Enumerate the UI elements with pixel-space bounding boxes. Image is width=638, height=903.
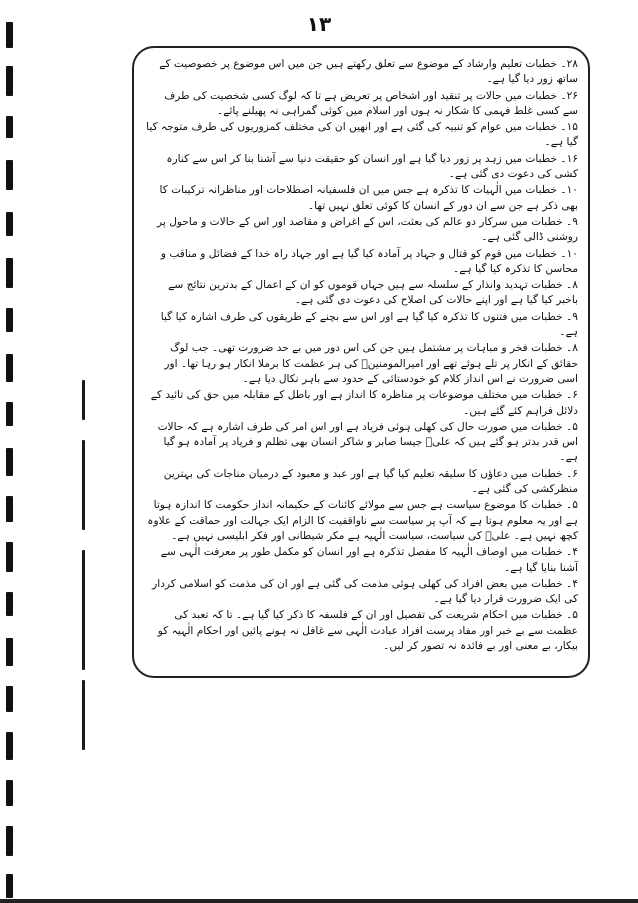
list-item: ۲۶۔ خطبات میں حالات پر تنقید اور اشخاص پر تعریض ہے تا کہ لوگ کسی شخصیت کی طرف سے کسی غلط فہمی کا شکار نہ ہوں اور اسلام میں کوئی گمراہی نہ پھیلنے پائے۔ [164, 89, 578, 117]
list-item: ۵۔ خطبات کا موضوع سیاست ہے جس سے مولائے کائنات کے حکیمانہ انداز حکومت کا اندازہ ہوتا ہے اور یہ معلوم ہوتا ہے کہ آپ پر سیاست سے ناواقفیت کا الزام ایک جہالت اور حماقت کے علاوہ کچھ نہیں ہے۔ علیؑ کی سیاست، سیاست الٰہیہ ہے مکر شیطانی اور فکر ابلیسی نہیں ہے۔ [147, 499, 578, 542]
binding-hole-marks [6, 0, 14, 903]
list-item: ۱۰۔ خطبات میں الٰہیات کا تذکرہ ہے جس میں ان فلسفیانہ اصطلاحات اور مناظرانہ ترکیبات کا بھی ذکر ہے جن سے ان دور کے انسان کا کوئی تعلق نہیں تھا۔ [159, 184, 578, 212]
list-item: ۶۔ خطبات میں دعاؤں کا سلیقہ تعلیم کیا گیا ہے اور عبد و معبود کے درمیان مناجات کی بہترین منظرکشی کی گئی ہے۔ [163, 467, 578, 496]
list-item: ۱۰۔ خطبات میں قوم کو قتال و جہاد پر آمادہ کیا گیا ہے اور جہاد راہ خدا کے فضائل و مناقب و محاسن کا تذکرہ کیا گیا ہے۔ [160, 247, 578, 275]
list-item: ۲۸۔ خطبات تعلیم وارشاد کے موضوع سے تعلق رکھتے ہیں جن میں اس موضوع پر خصوصیت کے ساتھ زور دیا گیا ہے۔ [159, 58, 578, 86]
scan-bottom-edge [0, 899, 638, 903]
list-item: ۵۔ خطبات میں احکام شریعت کی تفصیل اور ان کے فلسفہ کا ذکر کیا گیا ہے۔ تا کہ تعبد کی عظمت سے بے خبر اور مفاد پرست افراد عبادت الٰہی سے غافل نہ ہونے پائیں اور احکام الٰہیہ کو بیکار، بے معنی اور بے فائدہ نہ تصور کر لیں۔ [157, 609, 578, 652]
list-item: ۱۵۔ خطبات میں عوام کو تنبیہ کی گئی ہے اور انھیں ان کی مختلف کمزوریوں کی طرف متوجہ کیا گیا ہے۔ [146, 121, 578, 149]
list-item: ۴۔ خطبات میں بعض افراد کی کھلی ہوئی مذمت کی گئی ہے اور ان کی مذمت کو اسلامی کردار کی ایک ضرورت قرار دیا گیا ہے۔ [152, 577, 578, 606]
scan-margin-mark [78, 380, 92, 760]
list-item: ۸۔ خطبات تہدید وانذار کے سلسلہ سے ہیں جہاں قوموں کو ان کے اعمال کے بدترین نتائج سے باخبر کیا گیا ہے اور اپنے حالات کی اصلاح کی دعوت دی گئی ہے۔ [168, 279, 578, 307]
list-item: ۸۔ خطبات فخر و مباہات پر مشتمل ہیں جن کی اس دور میں بے حد ضرورت تھی۔ جب لوگ حقائق کے انکار پر تلے ہوئے تھے اور امیرالمومنینؑ کی ہر عظمت کا برملا انکار ہو رہا تھا۔ اور اسی ضرورت نے اس انداز کلام کو خودستائی کے حدود سے باہر نکال دیا ہے۔ [164, 342, 578, 385]
document-body [146, 56, 578, 672]
list-item: ۱۶۔ خطبات میں زہد پر زور دیا گیا ہے اور انسان کو حقیقت دنیا سے آشنا بنا کر اس سے کنارہ کشی کی دعوت دی گئی ہے۔ [166, 152, 578, 181]
page-number: ۱۳ [306, 12, 332, 36]
list-item: ۴۔ خطبات میں اوصاف الٰہیہ کا مفصل تذکرہ ہے اور انسان کو مکمل طور پر معرفت الٰہی سے آشنا بنایا گیا ہے۔ [160, 546, 578, 574]
list-item: ۶۔ خطبات میں مختلف موضوعات پر مناظرہ کا انداز ہے اور باطل کے مقابلہ میں حق کی تائید کے دلائل فراہم کئے گئے ہیں۔ [150, 389, 578, 417]
list-item: ۹۔ خطبات میں فتنوں کا تذکرہ کیا گیا ہے اور اس سے بچنے کے طریقوں کی طرف اشارہ کیا گیا ہے۔ [160, 310, 578, 339]
list-item: ۵۔ خطبات میں صورت حال کی کھلی ہوئی فریاد ہے اور اس امر کی طرف اشارہ ہے کہ حالات اس قدر بدتر ہو گئے ہیں کہ علیؑ جیسا صابر و شاکر انسان بھی تظلم و فریاد پر آمادہ ہو گیا ہے۔ [157, 420, 578, 464]
list-item: ۹۔ خطبات میں سرکار دو عالم کی بعثت، اس کے اغراض و مقاصد اور اس کے حالات و ماحول پر روشنی ڈالی گئی ہے۔ [157, 215, 578, 244]
